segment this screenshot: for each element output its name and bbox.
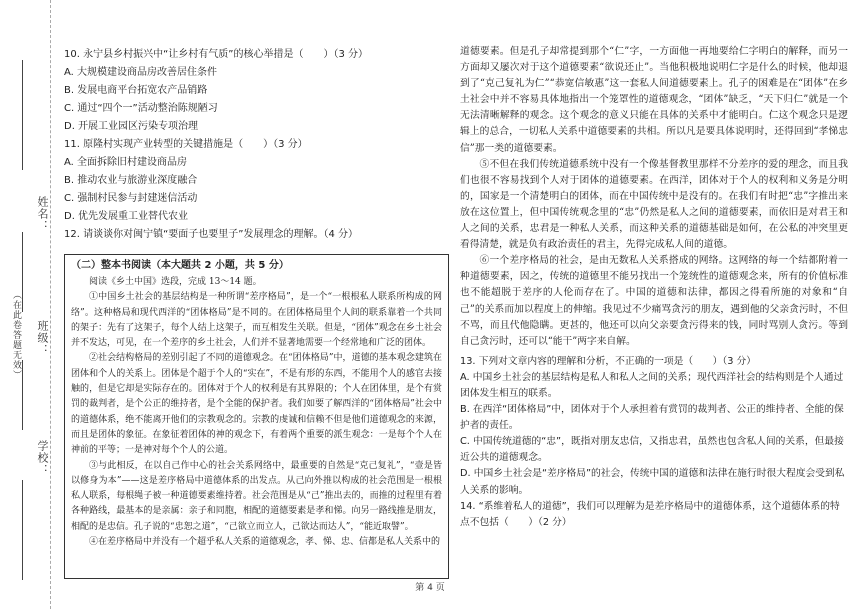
q10-option: B. 发展电商平台拓宽农产品销路 bbox=[64, 85, 208, 96]
name-line bbox=[22, 60, 23, 170]
right-column bbox=[460, 44, 848, 531]
q13-option: A. 中国乡土社会的基层结构是私人和私人之间的关系；现代西洋社会的结构则是个人通过团体发生相互的联系。 bbox=[460, 371, 844, 399]
school-line bbox=[22, 360, 23, 430]
paragraph: ⑥一个差序格局的社会，是由无数私人关系搭成的网络。这网络的每一个结都附着一种道德要素，因之，传统的道德里不能另找出一个笼统性的道德观念来，所有的价值标准也不能超脱于差序的人伦而存在了。中国的道德和法律，都因之得看所施的对象和“自己”的关系而加以程度上的伸缩。我见过不少痛骂贪污的朋友，遇到他的父亲贪污时，不但不骂，而且代他隐瞒。更甚的，他还可以向父亲要贪污得来的钱，同时骂别人贪污。等到自己贪污时，还可以“能干”两字来自解。 bbox=[460, 255, 848, 347]
paragraph: ②社会结构格局的差别引起了不同的道德观念。在“团体格局”中，道德的基本观念建筑在团体和个人的关系上。团体是个超于个人的“实在”，不是有形的东西，不能用个人的感官去接触的，但是它却是实际存在的。团体对于个人的权利是有其界限的；个人在团体里，是个有赏罚的裁判者，是个公正的维持者，是个全能的保护者。我们如要了解西洋的“团体格局”社会中的道德体系，绝不能离开他们的宗教观念的。宗教的虔诚和信赖不但是他们道德观念的来源，而且是团体的象征。在象征着团体的神的观念下，有着两个重要的派生观念：一是每个个人在神前的平等；一是神对每个个人的公道。 bbox=[71, 353, 442, 456]
q11-option: A. 全面拆除旧村建设商品房 bbox=[64, 157, 188, 168]
class-label: 班级： bbox=[36, 320, 49, 356]
q11-option: B. 推动农业与旅游业深度融合 bbox=[64, 175, 198, 186]
q10-option: C. 通过“四个一”活动整治陈规陋习 bbox=[64, 103, 218, 114]
q10-option: D. 开展工业园区污染专项治理 bbox=[64, 121, 199, 132]
page-number: 第 4 页 bbox=[415, 583, 445, 593]
cut-line bbox=[50, 0, 51, 609]
left-column bbox=[64, 46, 449, 579]
q11-option: C. 强制村民参与封建迷信活动 bbox=[64, 193, 198, 204]
paragraph: ④在差序格局中并没有一个超乎私人关系的道德观念，孝、悌、忠、信都是私人关系中的 bbox=[89, 537, 441, 548]
question-14: 14. “系维着私人的道德”，我们可以理解为是差序格局中的道德体系，这个道德体系的特点不包括（ ）（2 分） bbox=[460, 500, 840, 528]
binding-margin bbox=[0, 0, 52, 609]
margin-note: （在此卷答题无效） bbox=[11, 290, 21, 380]
q13-option: C. 中国传统道德的“忠”，既指对朋友忠信，又指忠君，虽然也包含私人间的关系，但最接近公共的道德观念。 bbox=[460, 436, 844, 464]
margin-line-bottom bbox=[22, 480, 23, 580]
paragraph: 道德要素。但是孔子却常提到那个“仁”字，一方面他一再地要给仁字明白的解释，而另一方面却又屡次对于这个道德要素“欲说还止”。当他积极地说明仁字是什么的时候，他却退到了“克己复礼为仁”“恭宽信敏惠”这一套私人间道德要素上。孔子的困难是在“团体”在乡土社会中并不容易具体地指出一个笼罩性的道德观念，“团体”缺乏，“天下归仁”就是一个无法清晰解释的观念。这个观念的意义只能在具体的关系中才能明白。仁这个观念只是逻辑上的总合，一切私人关系中道德要素的共相。所以凡是要具体说明时，还得回到“孝悌忠信”那一类的道德要素。 bbox=[460, 46, 848, 154]
reading-intro: 阅读《乡土中国》选段，完成 13～14 题。 bbox=[89, 277, 262, 287]
question-11: 11. 原隆村实现产业转型的关键措施是（ ）（3 分） bbox=[64, 139, 308, 150]
q13-option: B. 在西洋“团体格局”中，团体对于个人承担着有赏罚的裁判者、公正的维持者、全能的保护者的责任。 bbox=[460, 404, 844, 432]
question-13: 13. 下列对文章内容的理解和分析，不正确的一项是（ ）（3 分） bbox=[460, 355, 757, 367]
paragraph: ③与此相反，在以自己作中心的社会关系网络中，最重要的自然是“克己复礼”，“壹是皆以修身为本”——这是差序格局中道德体系的出发点。从己向外推以构成的社会范围是一根根私人联系，每根绳子被一种道德要素维持着。社会范围是从“己”推出去的，而推的过程里有着各种路线，最基本的是亲属：亲子和同胞，相配的道德要素是孝和悌。向另一路线推是朋友，相配的是忠信。孔子说的“忠恕之道”，“己欲立而立人，己欲达而达人”，“能近取譬”。 bbox=[71, 460, 442, 532]
paragraph: ①中国乡土社会的基层结构是一种所谓“差序格局”，是一个“一根根私人联系所构成的网络”。这种格局和现代西洋的“团体格局”是不同的。在团体格局里个人间的联系靠着一个共同的架子：先有了这架子，每个人结上这架子，而互相发生关联。但是，“团体”观念在乡土社会并不发达，可见，在一个差序的乡土社会，人们并不显著地需要一个经常地和广泛的团体。 bbox=[71, 292, 442, 349]
section-title: （二）整本书阅读（本大题共 2 小题，共 5 分） bbox=[71, 260, 289, 271]
question-10: 10. 永宁县乡村振兴中“让乡村有气质”的核心举措是（ ）（3 分） bbox=[64, 49, 368, 60]
paragraph: ⑤不但在我们传统道德系统中没有一个像基督教里那样不分差序的爱的理念，而且我们也很不容易找到个人对于团体的道德要素。在西洋，团体对于个人的权利和义务是分明的，国家是一个清楚明白的团体，而在中国传统中是没有的。在我们有时把“忠”字推出来放在这位置上，但中国传统观念里的“忠”仍然是私人之间的道德要素，而依旧是对君王和人之间的关系，忠君是一种私人关系，而这种关系的道德基础是如何，在公私的冲突里更看得清楚，就是负有政治责任的君主，先得完成私人间的道德。 bbox=[460, 158, 848, 251]
reading-box bbox=[64, 254, 449, 579]
q11-option: D. 优先发展重工业替代农业 bbox=[64, 211, 189, 222]
q13-option: D. 中国乡土社会是“差序格局”的社会，传统中国的道德和法律在施行时很大程度会受到私人关系的影响。 bbox=[460, 468, 845, 496]
q10-option: A. 大规模建设商品房改善居住条件 bbox=[64, 67, 218, 78]
question-12: 12. 请谈谈你对闽宁镇“要面子也要里子”发展理念的理解。（4 分） bbox=[64, 229, 358, 240]
school-label: 学校： bbox=[36, 440, 49, 476]
name-label: 姓名： bbox=[36, 196, 49, 232]
